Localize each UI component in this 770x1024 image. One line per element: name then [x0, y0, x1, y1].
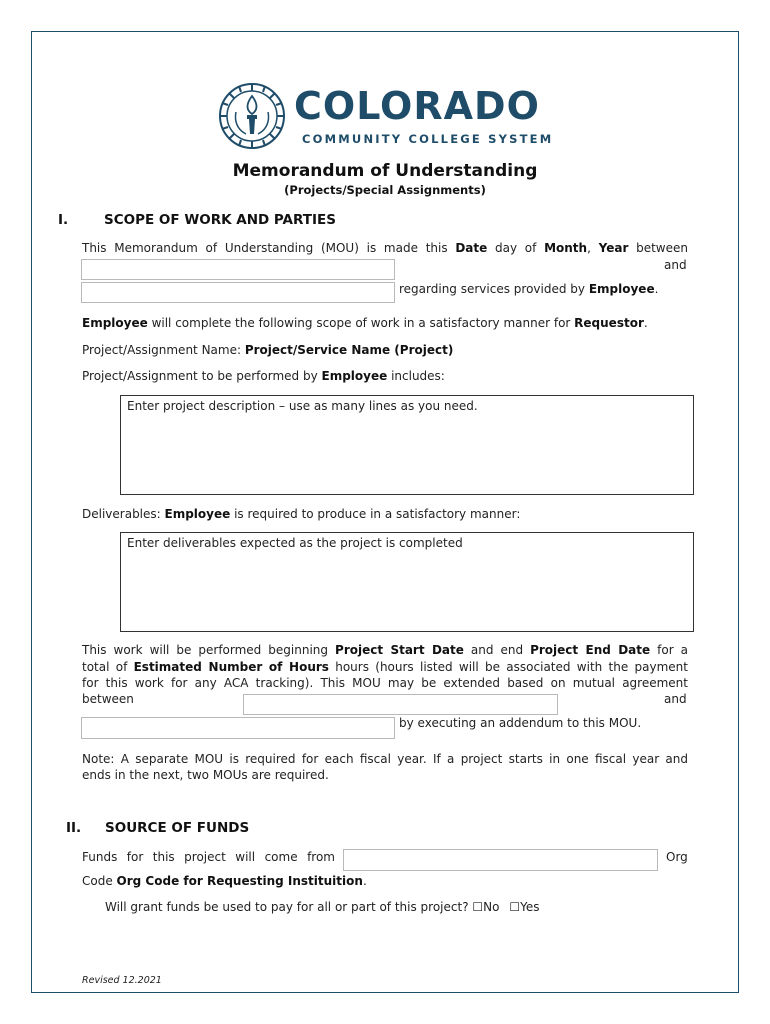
addendum-text: by executing an addendum to this MOU. — [399, 716, 642, 730]
agreement-party-two-field[interactable] — [81, 717, 395, 739]
agreement-party-one-field[interactable] — [243, 694, 558, 715]
party-one-field[interactable] — [81, 259, 395, 280]
logo-wordmark: COLORADO — [294, 84, 540, 128]
mou-intro-line: This Memorandum of Understanding (MOU) is made this Date day of Month, Year between — [82, 241, 688, 255]
note-line-1: Note: A separate MOU is required for each fiscal year. If a project starts in one fiscal year and — [82, 752, 688, 766]
grant-yes-checkbox[interactable]: ☐Yes — [509, 900, 540, 914]
torch-seal-icon — [218, 82, 286, 150]
checkbox-icon: ☐ — [472, 900, 484, 914]
deliverables-line: Deliverables: Employee is required to produce in a satisfactory manner: — [82, 507, 521, 521]
document-subtitle: (Projects/Special Assignments) — [284, 183, 486, 197]
grant-no-checkbox[interactable]: ☐No — [472, 900, 500, 914]
revision-footer: Revised 12.2021 — [82, 975, 162, 986]
performed-by-line: Project/Assignment to be performed by Employee includes: — [82, 369, 445, 383]
and-label-2: and — [664, 692, 687, 706]
project-description-box[interactable]: Enter project description – use as many lines as you need. — [120, 395, 694, 495]
funds-source-text: Funds for this project will come from — [82, 850, 335, 864]
party-two-field[interactable] — [81, 282, 395, 303]
checkbox-icon: ☐ — [509, 900, 521, 914]
note-line-2: ends in the next, two MOUs are required. — [82, 768, 329, 782]
deliverables-box[interactable]: Enter deliverables expected as the project is completed — [120, 532, 694, 632]
logo-subtitle: COMMUNITY COLLEGE SYSTEM — [302, 132, 554, 146]
section-1-title: SCOPE OF WORK AND PARTIES — [104, 212, 336, 228]
grant-question: Will grant funds be used to pay for all or part of this project? ☐No ☐Yes — [105, 900, 540, 914]
performance-line-2: total of Estimated Number of Hours hours (hours listed will be associated with the payment — [82, 660, 688, 674]
document-title: Memorandum of Understanding — [232, 161, 538, 181]
org-code-line: Code Org Code for Requesting Instituition. — [82, 874, 367, 888]
performance-line-1: This work will be performed beginning Project Start Date and end Project End Date for a — [82, 643, 688, 657]
between-label: between — [82, 692, 134, 706]
regarding-text: regarding services provided by Employee. — [399, 282, 659, 296]
and-label: and — [664, 258, 687, 272]
section-2-title: SOURCE OF FUNDS — [105, 820, 250, 836]
scope-statement: Employee will complete the following scope of work in a satisfactory manner for Requestor. — [82, 316, 648, 330]
project-name-line: Project/Assignment Name: Project/Service Name (Project) — [82, 343, 454, 357]
colorado-logo — [218, 80, 558, 152]
funds-source-field[interactable] — [343, 849, 658, 871]
section-1-number: I. — [58, 212, 69, 228]
section-2-number: II. — [66, 820, 82, 836]
performance-line-3: for this work for any ACA tracking). This MOU may be extended based on mutual agreement — [82, 676, 688, 690]
org-label: Org — [666, 850, 688, 864]
